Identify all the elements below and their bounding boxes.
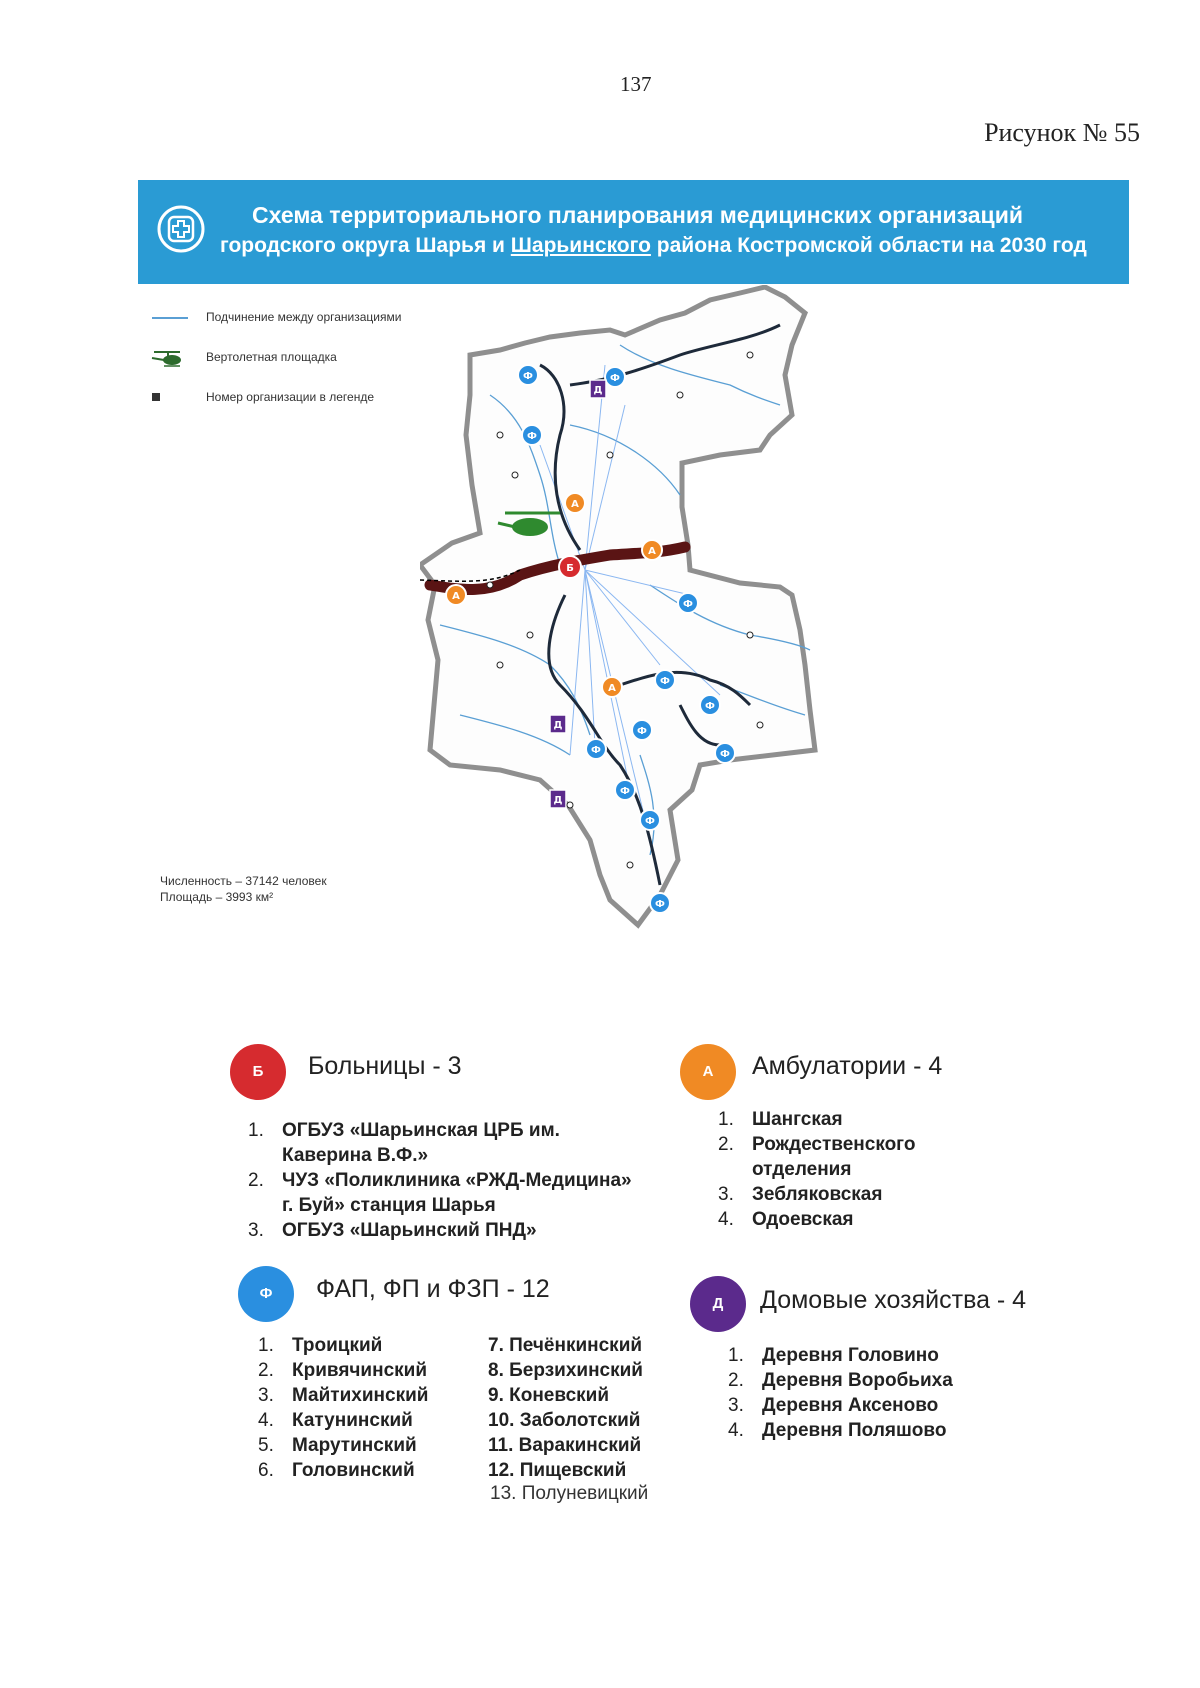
district-stats (160, 873, 327, 905)
ambulatories-list (718, 1107, 998, 1232)
list-item: 5. Марутинский (258, 1435, 417, 1456)
fap-marker (640, 810, 660, 830)
svg-text:А: А (648, 546, 656, 557)
svg-text:Ф: Ф (610, 373, 620, 384)
hospitals-title: Больницы - 3 (308, 1052, 462, 1080)
list-item: 10. Заболотский (488, 1410, 641, 1431)
fap-marker (632, 720, 652, 740)
ambulatory-marker (642, 540, 662, 560)
households-title: Домовые хозяйства - 4 (760, 1286, 1027, 1314)
fap-list-col1 (258, 1333, 458, 1483)
fap-marker (615, 780, 635, 800)
blue-line-icon (150, 308, 190, 328)
list-item: 4. Катунинский (258, 1410, 413, 1431)
list-item: 12. Пищевский (488, 1460, 627, 1481)
svg-text:Ф: Ф (683, 599, 693, 610)
fap-title: ФАП, ФП и ФЗП - 12 (316, 1275, 550, 1303)
medical-cross-icon (156, 204, 206, 254)
svg-text:Ф: Ф (655, 899, 665, 910)
list-item: 1. Шангская (718, 1109, 843, 1130)
list-item: 9. Коневский (488, 1385, 610, 1406)
list-item: 7. Печёнкинский (488, 1335, 643, 1356)
svg-text:Ф: Ф (591, 745, 601, 756)
list-item: 4. Одоевская (718, 1209, 854, 1230)
svg-text:Ф: Ф (720, 749, 730, 760)
svg-text:А: А (571, 499, 579, 510)
list-item: 11. Варакинский (488, 1435, 642, 1456)
helicopter-icon (150, 348, 190, 368)
fap-marker (522, 425, 542, 445)
list-item: 1. ОГБУЗ «Шарьинская ЦРБ им. Каверина В.Ф.» (248, 1120, 560, 1166)
banner-title-line2: городского округа Шарья и Шарьинского района Костромской области на 2030 год (220, 234, 1087, 257)
figure-caption: Рисунок № 55 (984, 118, 1140, 147)
household-badge: Д (690, 1276, 746, 1332)
hospitals-list (248, 1118, 708, 1243)
list-item: 1. Деревня Головино (728, 1345, 939, 1366)
fap-marker (655, 670, 675, 690)
svg-text:Б: Б (566, 563, 574, 574)
fap-badge: Ф (238, 1266, 294, 1322)
household-marker (550, 790, 566, 808)
svg-text:Ф: Ф (637, 726, 647, 737)
svg-text:Д: Д (553, 720, 563, 731)
title-banner (138, 180, 1129, 284)
page-number: 137 (620, 72, 652, 96)
banner-title-line1: Схема территориального планирования медицинских организаций (252, 202, 1023, 228)
list-item: 6. Головинский (258, 1460, 415, 1481)
svg-text:Ф: Ф (523, 371, 533, 382)
svg-text:Ф: Ф (620, 786, 630, 797)
households-list (728, 1343, 988, 1443)
fap-marker (700, 695, 720, 715)
svg-text:Ф: Ф (645, 816, 655, 827)
list-item: 2. Кривячинский (258, 1360, 428, 1381)
hospital-marker (559, 556, 581, 578)
list-item: 8. Берзихинский (488, 1360, 643, 1381)
square-marker-icon (150, 388, 190, 408)
population-text: Численность – 37142 человек (160, 874, 327, 888)
svg-text:Д: Д (553, 795, 563, 806)
household-marker (590, 380, 606, 398)
svg-text:А: А (608, 683, 616, 694)
fap-extra-item: 13. Полуневицкий (490, 1483, 649, 1504)
fap-list-col2 (488, 1333, 688, 1483)
svg-text:Ф: Ф (660, 676, 670, 687)
list-item: 2. Рождественского отделения (718, 1134, 916, 1180)
household-marker (550, 715, 566, 733)
fap-marker (586, 739, 606, 759)
ambulatory-marker (565, 493, 585, 513)
svg-text:Ф: Ф (527, 431, 537, 442)
hospital-badge: Б (230, 1044, 286, 1100)
list-item: 4. Деревня Поляшово (728, 1420, 947, 1441)
ambulatory-marker (446, 585, 466, 605)
fap-marker (678, 593, 698, 613)
fap-marker (650, 893, 670, 913)
list-item: 3. ОГБУЗ «Шарьинский ПНД» (248, 1220, 537, 1241)
area-text: Площадь – 3993 км² (160, 890, 274, 904)
fap-marker (715, 743, 735, 763)
list-item: 2. Деревня Воробьиха (728, 1370, 953, 1391)
svg-text:Д: Д (593, 385, 603, 396)
list-item: 2. ЧУЗ «Поликлиника «РЖД-Медицина» г. Буй» станция Шарья (248, 1170, 632, 1216)
svg-text:Ф: Ф (705, 701, 715, 712)
list-item: 3. Деревня Аксеново (728, 1395, 939, 1416)
fap-marker (518, 365, 538, 385)
district-map (420, 285, 890, 935)
svg-text:А: А (452, 591, 460, 602)
list-item: 3. Майтихинский (258, 1385, 429, 1406)
ambulatory-badge: А (680, 1044, 736, 1100)
list-item: 1. Троицкий (258, 1335, 383, 1356)
ambulatories-title: Амбулатории - 4 (752, 1052, 943, 1080)
list-item: 3. Зебляковская (718, 1184, 883, 1205)
fap-marker (605, 367, 625, 387)
ambulatory-marker (602, 677, 622, 697)
